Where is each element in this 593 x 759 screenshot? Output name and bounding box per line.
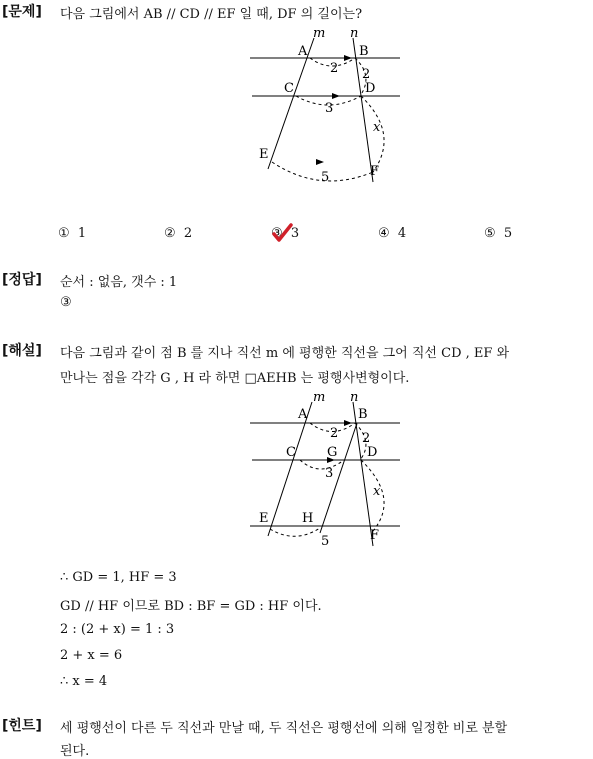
choice-5[interactable] bbox=[484, 226, 512, 241]
label-d: D bbox=[365, 81, 376, 96]
choice-3-value: 3 bbox=[290, 226, 300, 241]
label-e: E bbox=[259, 147, 269, 162]
figure-2 bbox=[240, 388, 410, 548]
label-f-2: F bbox=[370, 528, 380, 543]
arrow-cd bbox=[332, 93, 340, 99]
question-text: 다음 그림에서 AB // CD // EF 일 때, DF 의 길이는? bbox=[60, 7, 363, 22]
label-m: m bbox=[313, 26, 326, 41]
value-ab-2: 2 bbox=[330, 426, 339, 441]
value-cd: 3 bbox=[325, 101, 334, 116]
hint-line-1: 세 평행선이 다른 두 직선과 만날 때, 두 직선은 평행선에 의해 일정한 비로 분할 bbox=[60, 721, 508, 736]
hint-line-2: 된다. bbox=[60, 744, 90, 759]
choice-5-number: ⑤ bbox=[484, 226, 496, 241]
label-g: G bbox=[327, 445, 338, 460]
label-h: H bbox=[302, 511, 314, 526]
choice-2[interactable] bbox=[164, 226, 192, 241]
explanation-line-2: 만나는 점을 각각 G , H 라 하면 □AEHB 는 평행사변형이다. bbox=[60, 371, 410, 386]
label-n-2: n bbox=[350, 390, 359, 405]
label-b: B bbox=[359, 44, 369, 59]
label-d-2: D bbox=[367, 445, 378, 460]
choice-5-value: 5 bbox=[503, 226, 513, 241]
figure-1 bbox=[240, 24, 410, 184]
choice-4-value: 4 bbox=[397, 226, 407, 241]
choice-1-value: 1 bbox=[77, 226, 87, 241]
label-c-2: C bbox=[286, 445, 296, 460]
arrow-ef bbox=[316, 159, 324, 165]
value-df-2: x bbox=[373, 484, 381, 499]
choice-1[interactable] bbox=[58, 226, 86, 241]
value-ab: 2 bbox=[330, 61, 339, 76]
choice-2-value: 2 bbox=[183, 226, 193, 241]
choice-2-number: ② bbox=[164, 226, 176, 241]
explanation-line-1: 다음 그림과 같이 점 B 를 지나 직선 m 에 평행한 직선을 그어 직선 CD , EF 와 bbox=[60, 346, 510, 361]
solution-line-1: ∴ GD = 1, HF = 3 bbox=[60, 570, 177, 585]
arc-eh bbox=[270, 528, 320, 536]
label-a: A bbox=[298, 44, 308, 59]
answer-line-2: ③ bbox=[60, 295, 72, 310]
question-tag: [문제] bbox=[2, 4, 42, 20]
choice-3-number: ③ bbox=[271, 226, 283, 241]
choice-4-number: ④ bbox=[378, 226, 390, 241]
checkmark-icon bbox=[271, 222, 293, 244]
solution-line-4: 2 + x = 6 bbox=[60, 648, 123, 663]
solution-line-2: GD // HF 이므로 BD : BF = GD : HF 이다. bbox=[60, 599, 322, 614]
arc-cg bbox=[300, 460, 344, 469]
arrow-ab-2 bbox=[344, 420, 352, 426]
value-df: x bbox=[373, 120, 381, 135]
label-b-2: B bbox=[358, 407, 368, 422]
label-c: C bbox=[284, 81, 294, 96]
choice-4[interactable] bbox=[378, 226, 406, 241]
answer-line-1: 순서 : 없음, 갯수 : 1 bbox=[60, 275, 178, 290]
label-m-2: m bbox=[313, 390, 326, 405]
label-n: n bbox=[350, 26, 359, 41]
value-cg: 3 bbox=[325, 466, 334, 481]
solution-line-3: 2 : (2 + x) = 1 : 3 bbox=[60, 622, 175, 637]
label-e-2: E bbox=[259, 511, 269, 526]
hint-tag: [힌트] bbox=[2, 718, 42, 734]
label-f: F bbox=[370, 164, 380, 179]
answer-tag: [정답] bbox=[2, 272, 42, 288]
choice-1-number: ① bbox=[58, 226, 70, 241]
solution-line-5: ∴ x = 4 bbox=[60, 674, 108, 689]
explanation-tag: [해설] bbox=[2, 343, 42, 359]
value-ef: 5 bbox=[321, 170, 330, 184]
value-eh: 5 bbox=[321, 534, 330, 548]
label-a-2: A bbox=[298, 407, 308, 422]
value-bd: 2 bbox=[362, 67, 371, 82]
value-bd-2: 2 bbox=[362, 431, 371, 446]
